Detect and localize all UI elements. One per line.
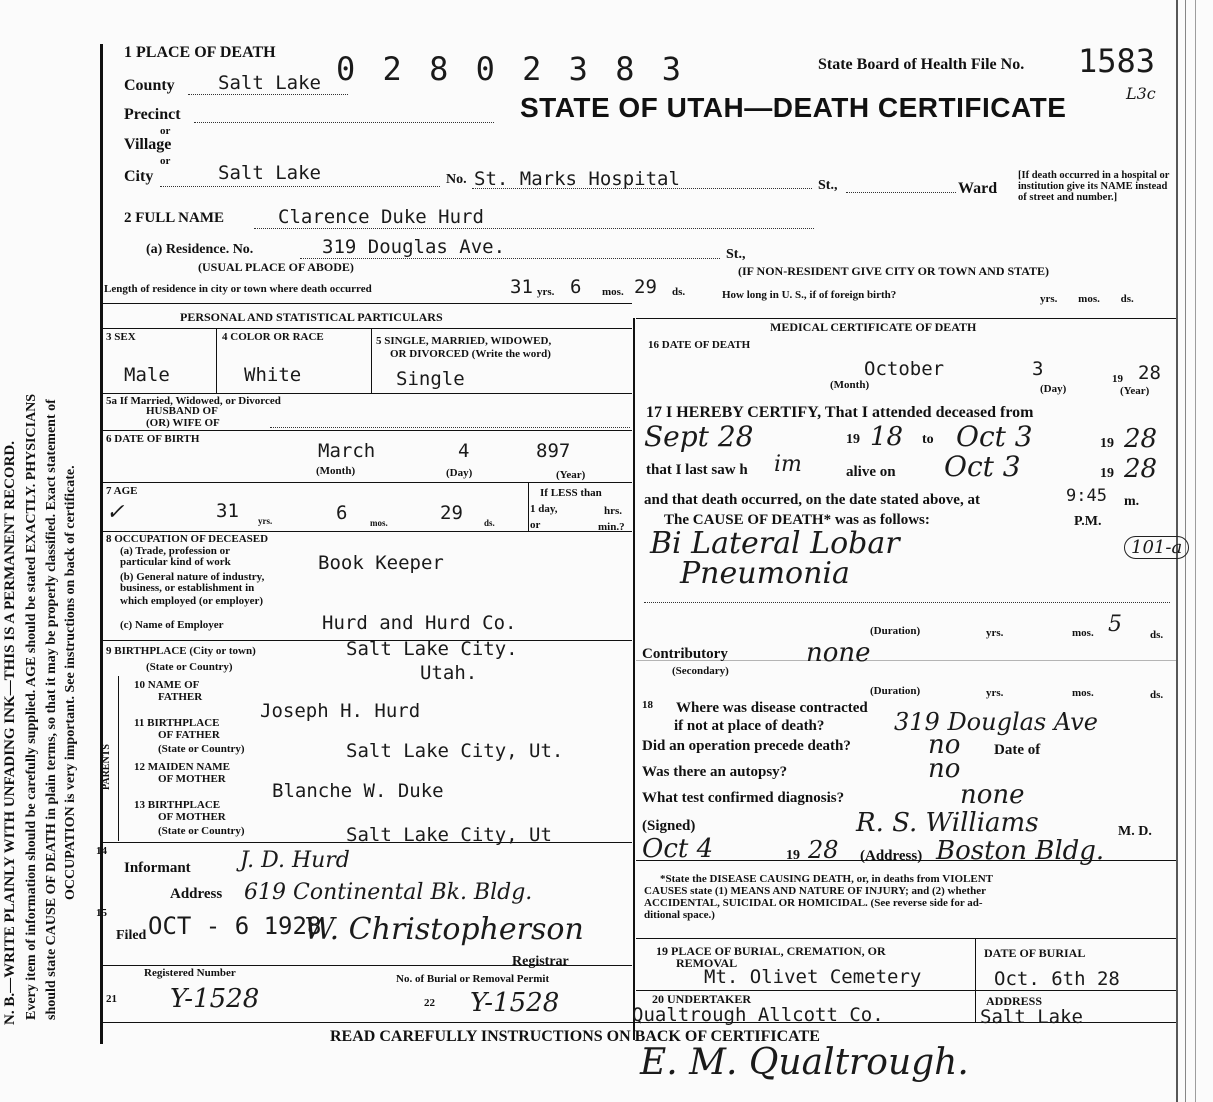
footnote-2: CAUSES state (1) MEANS AND NATURE OF INJURY; and (2) whether: [644, 885, 987, 897]
num-18: 18: [642, 699, 653, 711]
mother-label-1: 12 MAIDEN NAME: [134, 761, 230, 773]
sex-value: Male: [124, 364, 170, 386]
duration-label: (Duration): [870, 625, 921, 637]
duration-mos-value: 5: [1108, 612, 1122, 637]
burial-date-label: DATE OF BURIAL: [984, 946, 1086, 960]
fbirth-label-3: (State or Country): [158, 743, 245, 755]
birthplace-city: Salt Lake City.: [346, 638, 518, 660]
informant-value: J. D. Hurd: [240, 848, 350, 873]
less-day: 1 day,: [530, 503, 558, 515]
dob-label: 6 DATE OF BIRTH: [106, 433, 200, 445]
autopsy-value: no: [928, 754, 961, 784]
street-no-value: St. Marks Hospital: [474, 168, 680, 190]
hospital-note: [1018, 170, 1176, 203]
footnote-1: *State the DISEASE CAUSING DEATH, or, in deaths from VIOLENT: [660, 873, 994, 885]
burial-date-value: Oct. 6th 28: [994, 968, 1120, 990]
test-value: none: [960, 780, 1025, 810]
margin-line-2: Every item of information should be carefully supplied. AGE should be stated EXACTLY. PHYSICIANS: [24, 393, 39, 1020]
min-label: min.?: [598, 521, 625, 533]
parents-label: PARENTS: [101, 744, 112, 790]
personal-heading: PERSONAL AND STATISTICAL PARTICULARS: [180, 310, 443, 324]
margin-line-1: N. B.—WRITE PLAINLY WITH UNFADING INK—THIS IS A PERMANENT RECORD.: [2, 441, 18, 1025]
from-year: 18: [870, 422, 904, 452]
age-mos-cap: mos.: [370, 518, 388, 528]
filed-label: Filed: [116, 928, 147, 943]
registrar-signature: W. Christopherson: [304, 912, 584, 947]
spouse-label-2: HUSBAND OF: [146, 405, 218, 417]
occ-b-3: which employed (or employer): [120, 595, 264, 607]
length-ds-label: ds.: [672, 286, 686, 298]
ward-label: Ward: [958, 180, 998, 197]
duration-yrs-label-2: yrs.: [986, 687, 1004, 699]
occ-b-2: business, or establishment in: [120, 582, 255, 594]
to-year: 28: [1124, 424, 1158, 454]
md-label: M. D.: [1118, 824, 1152, 839]
sign-year: 28: [808, 836, 839, 864]
permit-num-value: Y-1528: [470, 988, 560, 1018]
to-date: Oct 3: [956, 420, 1033, 453]
file-note: L3c: [1126, 84, 1156, 103]
margin-line-3: should state CAUSE OF DEATH in plain terms, so that it may be properly classified. Exact statement of: [44, 399, 59, 1020]
city-label: City: [124, 168, 154, 185]
num-14: 14: [96, 845, 107, 857]
or-2: or: [160, 155, 171, 167]
footnote-3: ACCIDENTAL, SUICIDAL OR HOMICIDAL. (See reverse side for ad-: [644, 897, 983, 909]
burial-label-1: 19 PLACE OF BURIAL, CREMATION, OR: [656, 944, 886, 958]
to-prefix: 19: [1100, 436, 1114, 451]
duration-ds-label: ds.: [1150, 629, 1164, 641]
undertaker-value: Qualtrough Allcott Co.: [632, 1004, 884, 1026]
sex-label: 3 SEX: [106, 331, 136, 343]
burial-value: Mt. Olivet Cemetery: [704, 966, 922, 988]
where-label-1: Where was disease contracted: [676, 700, 868, 716]
mbirth-label-2: OF MOTHER: [158, 811, 226, 823]
mbirth-label-1: 13 BIRTHPLACE: [134, 799, 221, 811]
mother-value: Blanche W. Duke: [272, 780, 444, 802]
marital-label-1: 5 SINGLE, MARRIED, WIDOWED,: [376, 335, 552, 347]
duration-ds-label-2: ds.: [1150, 689, 1164, 701]
dob-year-cap: (Year): [556, 469, 586, 481]
birthplace-state: Utah.: [420, 662, 478, 684]
occ-b-1: (b) General nature of industry,: [120, 571, 265, 583]
usual-abode-label: (USUAL PLACE OF ABODE): [198, 260, 354, 274]
length-mos: 6: [570, 276, 582, 298]
cause-2: Pneumonia: [680, 556, 850, 591]
death-day-cap: (Day): [1040, 383, 1067, 395]
burial-label-2: REMOVAL: [676, 956, 738, 970]
age-ds-cap: ds.: [484, 518, 495, 528]
to-label: to: [922, 432, 934, 447]
mbirth-value: Salt Lake City, Ut: [346, 824, 552, 846]
reg-num-label: Registered Number: [144, 967, 236, 979]
hospital-note-text: [If death occurred in a hospital or institution give its NAME instead of street and number.]: [1018, 170, 1170, 203]
length-label: Length of residence in city or town where death occurred: [104, 283, 372, 295]
age-check: ✓: [106, 500, 125, 525]
read-instructions: READ CAREFULLY INSTRUCTIONS ON BACK OF CERTIFICATE: [330, 1028, 820, 1045]
age-ds: 29: [440, 502, 463, 524]
less-label: If LESS than: [540, 487, 602, 499]
num-15: 15: [96, 907, 107, 919]
certificate-title: STATE OF UTAH—DEATH CERTIFICATE: [520, 92, 1067, 123]
und-address-value: Salt Lake: [980, 1006, 1083, 1028]
st-label: St.,: [818, 178, 838, 193]
alive-date: Oct 3: [944, 450, 1021, 483]
dob-day: 4: [458, 440, 470, 462]
sign-address-label: (Address): [860, 848, 923, 864]
dob-year: 897: [536, 440, 571, 462]
test-label: What test confirmed diagnosis?: [642, 790, 845, 806]
cause-code: 101-a: [1124, 536, 1189, 559]
precinct-label: Precinct: [124, 106, 181, 123]
village-label: Village: [124, 136, 172, 153]
county-label: County: [124, 77, 175, 94]
footnote-4: ditional space.): [644, 909, 715, 921]
operation-value: no: [928, 730, 961, 760]
spouse-label-3: (OR) WIFE OF: [146, 417, 220, 429]
city-value: Salt Lake: [218, 162, 321, 184]
full-name-label: 2 FULL NAME: [124, 210, 225, 226]
spouse-label-1: 5a If Married, Widowed, or Divorced: [106, 395, 281, 407]
mbirth-label-3: (State or Country): [158, 825, 245, 837]
pm-label: P.M.: [1074, 514, 1102, 529]
mother-label-2: OF MOTHER: [158, 773, 226, 785]
nonresident-label: (IF NON-RESIDENT GIVE CITY OR TOWN AND STATE): [738, 264, 1050, 278]
length-ds: 29: [634, 276, 657, 298]
or-label: or: [530, 519, 541, 531]
medical-heading: MEDICAL CERTIFICATE OF DEATH: [770, 320, 977, 334]
county-value: Salt Lake: [218, 72, 321, 94]
informant-label: Informant: [124, 860, 191, 876]
file-no-label: State Board of Health File No.: [818, 56, 1025, 73]
contributory-label: Contributory: [642, 646, 728, 662]
fbirth-label-2: OF FATHER: [158, 729, 220, 741]
occupation-value: Book Keeper: [318, 552, 444, 574]
birthplace-label: 9 BIRTHPLACE (City or town): [106, 645, 256, 657]
sign-date: Oct 4: [642, 834, 714, 864]
registrar-label: Registrar: [512, 954, 569, 969]
physician-signature: R. S. Williams: [856, 808, 1039, 838]
date-of-label: Date of: [994, 742, 1041, 758]
margin-line-4: OCCUPATION is very important. See instructions on back of certificate.: [63, 465, 78, 900]
from-date: Sept 28: [644, 420, 754, 453]
contributory-value: none: [806, 638, 871, 668]
marital-value: Single: [396, 368, 465, 390]
father-label-2: FATHER: [158, 691, 203, 703]
duration-mos-label: mos.: [1072, 627, 1094, 639]
fbirth-label-1: 11 BIRTHPLACE: [134, 717, 220, 729]
dob-day-cap: (Day): [446, 467, 473, 479]
num-21: 21: [106, 993, 117, 1005]
where-value: 319 Douglas Ave: [894, 708, 1098, 736]
last-saw-pronoun: im: [774, 452, 802, 477]
length-yrs: 31: [510, 276, 533, 298]
death-year-cap: (Year): [1120, 385, 1150, 397]
where-label-2: if not at place of death?: [674, 718, 825, 734]
marital-label-2: OR DIVORCED (Write the word): [390, 348, 551, 360]
duration-yrs-label: yrs.: [986, 627, 1004, 639]
und-address-label: ADDRESS: [986, 994, 1043, 1008]
hrs-label: hrs.: [604, 505, 623, 517]
father-value: Joseph H. Hurd: [260, 700, 421, 722]
death-month: October: [864, 358, 945, 380]
place-of-death-label: 1 PLACE OF DEATH: [124, 44, 276, 61]
last-saw-label: that I last saw h: [646, 462, 748, 478]
sign-prefix: 19: [786, 848, 800, 863]
filed-value: OCT - 6 1928: [148, 912, 322, 940]
foreign-label: How long in U. S., if of foreign birth?: [722, 289, 897, 301]
alive-year: 28: [1124, 454, 1158, 484]
secondary-label: (Secondary): [672, 665, 729, 677]
file-no: 1583: [1078, 42, 1156, 80]
death-day: 3: [1032, 358, 1044, 380]
length-yrs-label: yrs.: [537, 286, 555, 298]
foreign-units: yrs. mos. ds.: [1040, 293, 1134, 305]
sign-address-value: Boston Bldg.: [936, 836, 1105, 866]
birthplace-state-label: (State or Country): [146, 661, 233, 673]
age-yrs-cap: yrs.: [258, 516, 273, 526]
alive-label: alive on: [846, 464, 896, 480]
from-prefix: 19: [846, 432, 860, 447]
occurred-label: and that death occurred, on the date stated above, at: [644, 492, 980, 508]
employer-value: Hurd and Hurd Co.: [322, 612, 517, 634]
age-yrs: 31: [216, 500, 239, 522]
employer-label: (c) Name of Employer: [120, 619, 224, 631]
death-month-cap: (Month): [830, 379, 870, 391]
undertaker-label: 20 UNDERTAKER: [652, 992, 752, 1006]
death-time: 9:45: [1066, 486, 1107, 506]
dob-month-cap: (Month): [316, 465, 356, 477]
or-1: or: [160, 125, 171, 137]
certify-label: 17 I HEREBY CERTIFY, That I attended deceased from: [646, 404, 1034, 421]
age-label: 7 AGE: [106, 485, 138, 497]
stamp-number: 0 2 8 0 2 3 8 3: [336, 50, 685, 88]
cause-1: Bi Lateral Lobar: [650, 526, 900, 561]
street-no-label: No.: [446, 172, 467, 187]
occ-a-1: (a) Trade, profession or: [120, 545, 230, 557]
color-label: 4 COLOR OR RACE: [222, 331, 324, 343]
age-mos: 6: [336, 502, 348, 524]
cause-label: The CAUSE OF DEATH* was as follows:: [664, 512, 930, 528]
reg-num-value: Y-1528: [170, 984, 260, 1014]
date-of-death-label: 16 DATE OF DEATH: [648, 339, 751, 351]
duration-label-2: (Duration): [870, 685, 921, 697]
num-22: 22: [424, 997, 435, 1009]
occ-a-2: particular kind of work: [120, 556, 231, 568]
address-label: Address: [170, 886, 223, 902]
m-label: m.: [1124, 494, 1140, 509]
occupation-label: 8 OCCUPATION OF DECEASED: [106, 533, 269, 545]
fbirth-value: Salt Lake City, Ut.: [346, 740, 564, 762]
residence-value: 319 Douglas Ave.: [322, 236, 506, 258]
operation-label: Did an operation precede death?: [642, 738, 851, 754]
signed-label: (Signed): [642, 818, 696, 834]
autopsy-label: Was there an autopsy?: [642, 764, 788, 780]
residence-label: (a) Residence. No.: [146, 242, 254, 257]
death-year: 28: [1138, 362, 1161, 384]
length-mos-label: mos.: [602, 286, 624, 298]
address-value: 619 Continental Bk. Bldg.: [244, 880, 533, 905]
dob-month: March: [318, 440, 376, 462]
residence-st-label: St.,: [726, 247, 746, 262]
duration-mos-label-2: mos.: [1072, 687, 1094, 699]
full-name-value: Clarence Duke Hurd: [278, 206, 484, 228]
father-label-1: 10 NAME OF: [134, 679, 200, 691]
burial-permit-label: No. of Burial or Removal Permit: [396, 973, 550, 985]
death-year-prefix: 19: [1112, 373, 1123, 385]
color-value: White: [244, 364, 302, 386]
footer-signature: E. M. Qualtrough.: [640, 1042, 969, 1083]
alive-prefix: 19: [1100, 466, 1114, 481]
